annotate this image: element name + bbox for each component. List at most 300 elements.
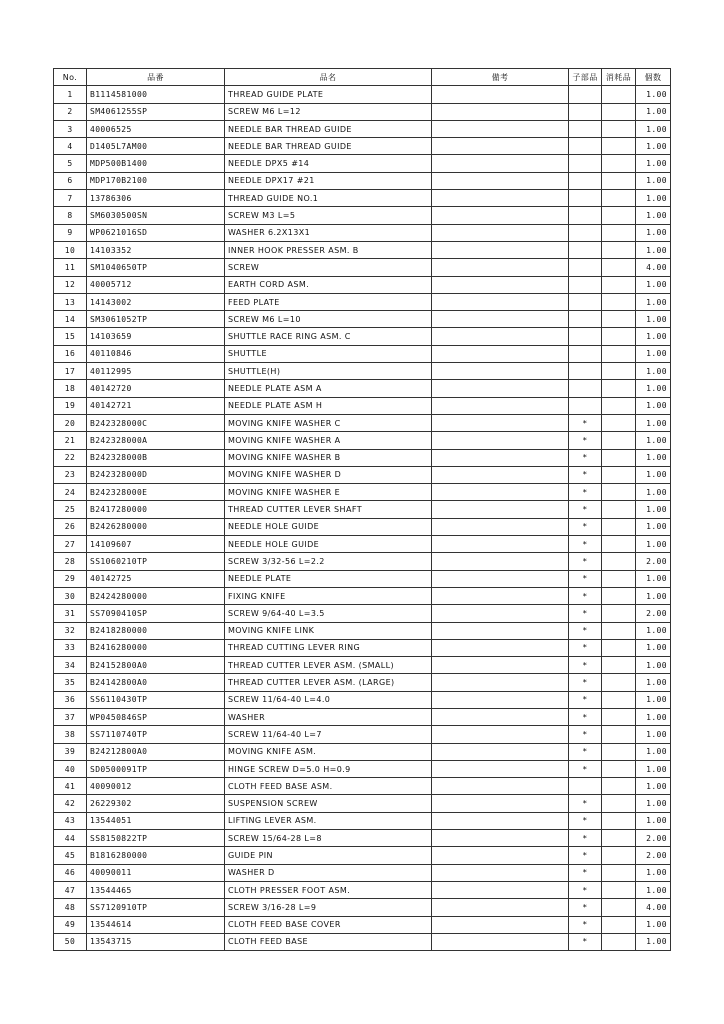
part-number: D1405L7AM00: [87, 138, 225, 155]
child-part-mark: *: [569, 639, 602, 656]
header-no: No.: [54, 69, 87, 86]
quantity: 1.00: [636, 276, 671, 293]
part-number: 40142721: [87, 397, 225, 414]
row-number: 25: [54, 501, 87, 518]
child-part-mark: *: [569, 536, 602, 553]
part-name: NEEDLE PLATE ASM A: [225, 380, 432, 397]
table-row: [54, 587, 671, 604]
consumable-mark: [602, 432, 636, 449]
part-name: NEEDLE PLATE ASM H: [225, 397, 432, 414]
quantity: 1.00: [636, 397, 671, 414]
part-name: MOVING KNIFE LINK: [225, 622, 432, 639]
remarks-cell: [432, 691, 569, 708]
remarks-cell: [432, 432, 569, 449]
table-row: [54, 466, 671, 483]
quantity: 1.00: [636, 224, 671, 241]
quantity: 1.00: [636, 518, 671, 535]
remarks-cell: [432, 397, 569, 414]
table-body: [54, 86, 671, 951]
remarks-cell: [432, 674, 569, 691]
part-number: B2417280000: [87, 501, 225, 518]
consumable-mark: [602, 760, 636, 777]
child-part-mark: *: [569, 795, 602, 812]
header-consumable: 消耗品: [602, 69, 636, 86]
part-number: 40006525: [87, 120, 225, 137]
quantity: 1.00: [636, 657, 671, 674]
part-name: WASHER 6.2X13X1: [225, 224, 432, 241]
part-number: 13544614: [87, 916, 225, 933]
part-number: SS7110740TP: [87, 726, 225, 743]
table-row: [54, 657, 671, 674]
part-name: SCREW 9/64-40 L=3.5: [225, 605, 432, 622]
part-number: SM4061255SP: [87, 103, 225, 120]
quantity: 1.00: [636, 432, 671, 449]
part-number: SS1060210TP: [87, 553, 225, 570]
consumable-mark: [602, 466, 636, 483]
remarks-cell: [432, 259, 569, 276]
remarks-cell: [432, 380, 569, 397]
part-name: MOVING KNIFE ASM.: [225, 743, 432, 760]
part-name: CLOTH FEED BASE COVER: [225, 916, 432, 933]
part-name: NEEDLE PLATE: [225, 570, 432, 587]
row-number: 23: [54, 466, 87, 483]
part-name: CLOTH FEED BASE: [225, 933, 432, 950]
table-row: [54, 311, 671, 328]
child-part-mark: *: [569, 726, 602, 743]
consumable-mark: [602, 674, 636, 691]
table-row: [54, 155, 671, 172]
part-name: THREAD CUTTING LEVER RING: [225, 639, 432, 656]
part-name: LIFTING LEVER ASM.: [225, 812, 432, 829]
row-number: 16: [54, 345, 87, 362]
remarks-cell: [432, 587, 569, 604]
part-number: 14109607: [87, 536, 225, 553]
child-part-mark: *: [569, 933, 602, 950]
consumable-mark: [602, 899, 636, 916]
consumable-mark: [602, 881, 636, 898]
row-number: 19: [54, 397, 87, 414]
remarks-cell: [432, 622, 569, 639]
quantity: 1.00: [636, 587, 671, 604]
remarks-cell: [432, 916, 569, 933]
consumable-mark: [602, 864, 636, 881]
child-part-mark: *: [569, 570, 602, 587]
row-number: 2: [54, 103, 87, 120]
row-number: 5: [54, 155, 87, 172]
consumable-mark: [602, 380, 636, 397]
table-row: [54, 276, 671, 293]
part-name: CLOTH FEED BASE ASM.: [225, 778, 432, 795]
part-number: B242328000B: [87, 449, 225, 466]
row-number: 13: [54, 293, 87, 310]
row-number: 3: [54, 120, 87, 137]
row-number: 47: [54, 881, 87, 898]
part-name: SHUTTLE: [225, 345, 432, 362]
child-part-mark: *: [569, 553, 602, 570]
consumable-mark: [602, 570, 636, 587]
part-name: INNER HOOK PRESSER ASM. B: [225, 241, 432, 258]
part-number: 40112995: [87, 363, 225, 380]
row-number: 18: [54, 380, 87, 397]
consumable-mark: [602, 691, 636, 708]
consumable-mark: [602, 120, 636, 137]
child-part-mark: [569, 86, 602, 103]
part-number: B2418280000: [87, 622, 225, 639]
quantity: 1.00: [636, 328, 671, 345]
quantity: 2.00: [636, 605, 671, 622]
consumable-mark: [602, 622, 636, 639]
header-remarks: 備考: [432, 69, 569, 86]
table-row: [54, 397, 671, 414]
row-number: 26: [54, 518, 87, 535]
table-row: [54, 207, 671, 224]
table-row: [54, 760, 671, 777]
child-part-mark: [569, 103, 602, 120]
quantity: 1.00: [636, 380, 671, 397]
table-row: [54, 691, 671, 708]
table-row: [54, 570, 671, 587]
part-number: SM3061052TP: [87, 311, 225, 328]
part-name: HINGE SCREW D=5.0 H=0.9: [225, 760, 432, 777]
row-number: 22: [54, 449, 87, 466]
consumable-mark: [602, 518, 636, 535]
part-name: SCREW M3 L=5: [225, 207, 432, 224]
quantity: 1.00: [636, 933, 671, 950]
table-row: [54, 224, 671, 241]
table-row: [54, 138, 671, 155]
remarks-cell: [432, 414, 569, 431]
row-number: 9: [54, 224, 87, 241]
part-number: B24142800A0: [87, 674, 225, 691]
child-part-mark: [569, 207, 602, 224]
child-part-mark: [569, 397, 602, 414]
quantity: 1.00: [636, 172, 671, 189]
part-name: SUSPENSION SCREW: [225, 795, 432, 812]
child-part-mark: [569, 259, 602, 276]
part-name: WASHER D: [225, 864, 432, 881]
consumable-mark: [602, 103, 636, 120]
consumable-mark: [602, 605, 636, 622]
table-row: [54, 432, 671, 449]
consumable-mark: [602, 345, 636, 362]
part-name: THREAD CUTTER LEVER ASM. (LARGE): [225, 674, 432, 691]
header-name: 品名: [225, 69, 432, 86]
child-part-mark: *: [569, 743, 602, 760]
part-number: 14103659: [87, 328, 225, 345]
table-row: [54, 536, 671, 553]
part-number: B242328000E: [87, 484, 225, 501]
quantity: 1.00: [636, 293, 671, 310]
consumable-mark: [602, 190, 636, 207]
consumable-mark: [602, 795, 636, 812]
row-number: 28: [54, 553, 87, 570]
child-part-mark: *: [569, 414, 602, 431]
remarks-cell: [432, 605, 569, 622]
part-number: WP0450846SP: [87, 708, 225, 725]
child-part-mark: [569, 276, 602, 293]
remarks-cell: [432, 536, 569, 553]
part-name: THREAD GUIDE NO.1: [225, 190, 432, 207]
child-part-mark: *: [569, 899, 602, 916]
remarks-cell: [432, 207, 569, 224]
child-part-mark: *: [569, 674, 602, 691]
part-number: 40142720: [87, 380, 225, 397]
row-number: 44: [54, 830, 87, 847]
part-number: MDP500B1400: [87, 155, 225, 172]
part-name: SCREW M6 L=10: [225, 311, 432, 328]
child-part-mark: [569, 345, 602, 362]
child-part-mark: [569, 293, 602, 310]
row-number: 32: [54, 622, 87, 639]
part-name: SHUTTLE(H): [225, 363, 432, 380]
row-number: 39: [54, 743, 87, 760]
remarks-cell: [432, 933, 569, 950]
table-row: [54, 605, 671, 622]
table-row: [54, 778, 671, 795]
row-number: 36: [54, 691, 87, 708]
table-row: [54, 708, 671, 725]
table-row: [54, 812, 671, 829]
part-number: MDP170B2100: [87, 172, 225, 189]
table-row: [54, 86, 671, 103]
consumable-mark: [602, 933, 636, 950]
quantity: 2.00: [636, 847, 671, 864]
table-row: [54, 172, 671, 189]
part-name: MOVING KNIFE WASHER D: [225, 466, 432, 483]
child-part-mark: *: [569, 830, 602, 847]
quantity: 1.00: [636, 345, 671, 362]
child-part-mark: [569, 363, 602, 380]
part-name: MOVING KNIFE WASHER B: [225, 449, 432, 466]
part-name: SCREW 11/64-40 L=4.0: [225, 691, 432, 708]
table-row: [54, 622, 671, 639]
remarks-cell: [432, 830, 569, 847]
part-number: B24212800A0: [87, 743, 225, 760]
row-number: 29: [54, 570, 87, 587]
table-row: [54, 518, 671, 535]
consumable-mark: [602, 587, 636, 604]
remarks-cell: [432, 86, 569, 103]
remarks-cell: [432, 570, 569, 587]
table-row: [54, 449, 671, 466]
consumable-mark: [602, 743, 636, 760]
consumable-mark: [602, 397, 636, 414]
table-row: [54, 345, 671, 362]
quantity: 1.00: [636, 726, 671, 743]
table-row: [54, 380, 671, 397]
table-row: [54, 190, 671, 207]
child-part-mark: *: [569, 812, 602, 829]
quantity: 1.00: [636, 691, 671, 708]
part-number: 26229302: [87, 795, 225, 812]
part-name: FEED PLATE: [225, 293, 432, 310]
part-name: MOVING KNIFE WASHER A: [225, 432, 432, 449]
remarks-cell: [432, 224, 569, 241]
quantity: 1.00: [636, 536, 671, 553]
part-name: THREAD GUIDE PLATE: [225, 86, 432, 103]
part-number: 40090011: [87, 864, 225, 881]
quantity: 1.00: [636, 311, 671, 328]
remarks-cell: [432, 328, 569, 345]
quantity: 1.00: [636, 466, 671, 483]
part-name: THREAD CUTTER LEVER SHAFT: [225, 501, 432, 518]
consumable-mark: [602, 328, 636, 345]
quantity: 1.00: [636, 120, 671, 137]
quantity: 1.00: [636, 795, 671, 812]
part-number: 40142725: [87, 570, 225, 587]
row-number: 41: [54, 778, 87, 795]
table-row: [54, 726, 671, 743]
table-row: [54, 830, 671, 847]
part-number: SM6030500SN: [87, 207, 225, 224]
quantity: 4.00: [636, 259, 671, 276]
part-number: SM1040650TP: [87, 259, 225, 276]
consumable-mark: [602, 293, 636, 310]
child-part-mark: *: [569, 466, 602, 483]
part-name: SCREW 11/64-40 L=7: [225, 726, 432, 743]
part-number: SS6110430TP: [87, 691, 225, 708]
consumable-mark: [602, 276, 636, 293]
header-quantity: 個数: [636, 69, 671, 86]
table-row: [54, 414, 671, 431]
part-name: NEEDLE HOLE GUIDE: [225, 536, 432, 553]
child-part-mark: *: [569, 449, 602, 466]
part-name: FIXING KNIFE: [225, 587, 432, 604]
part-number: 13543715: [87, 933, 225, 950]
quantity: 1.00: [636, 674, 671, 691]
table-row: [54, 103, 671, 120]
row-number: 1: [54, 86, 87, 103]
row-number: 49: [54, 916, 87, 933]
part-number: SS7090410SP: [87, 605, 225, 622]
consumable-mark: [602, 726, 636, 743]
part-number: 13786306: [87, 190, 225, 207]
quantity: 1.00: [636, 363, 671, 380]
quantity: 1.00: [636, 778, 671, 795]
consumable-mark: [602, 553, 636, 570]
table-row: [54, 864, 671, 881]
row-number: 38: [54, 726, 87, 743]
part-name: NEEDLE BAR THREAD GUIDE: [225, 138, 432, 155]
part-number: 14103352: [87, 241, 225, 258]
part-name: SCREW M6 L=12: [225, 103, 432, 120]
part-number: 14143002: [87, 293, 225, 310]
part-name: GUIDE PIN: [225, 847, 432, 864]
row-number: 45: [54, 847, 87, 864]
part-name: CLOTH PRESSER FOOT ASM.: [225, 881, 432, 898]
part-number: B2426280000: [87, 518, 225, 535]
part-name: MOVING KNIFE WASHER C: [225, 414, 432, 431]
table-row: [54, 639, 671, 656]
quantity: 1.00: [636, 449, 671, 466]
child-part-mark: *: [569, 864, 602, 881]
row-number: 33: [54, 639, 87, 656]
child-part-mark: *: [569, 587, 602, 604]
remarks-cell: [432, 639, 569, 656]
child-part-mark: *: [569, 760, 602, 777]
quantity: 1.00: [636, 103, 671, 120]
part-number: B242328000D: [87, 466, 225, 483]
quantity: 1.00: [636, 241, 671, 258]
quantity: 1.00: [636, 881, 671, 898]
remarks-cell: [432, 778, 569, 795]
child-part-mark: [569, 380, 602, 397]
remarks-cell: [432, 864, 569, 881]
child-part-mark: *: [569, 916, 602, 933]
child-part-mark: *: [569, 622, 602, 639]
remarks-cell: [432, 501, 569, 518]
part-number: SS7120910TP: [87, 899, 225, 916]
remarks-cell: [432, 172, 569, 189]
child-part-mark: *: [569, 881, 602, 898]
part-name: NEEDLE HOLE GUIDE: [225, 518, 432, 535]
consumable-mark: [602, 812, 636, 829]
consumable-mark: [602, 259, 636, 276]
remarks-cell: [432, 726, 569, 743]
quantity: 1.00: [636, 708, 671, 725]
remarks-cell: [432, 847, 569, 864]
remarks-cell: [432, 276, 569, 293]
row-number: 14: [54, 311, 87, 328]
row-number: 43: [54, 812, 87, 829]
row-number: 30: [54, 587, 87, 604]
child-part-mark: [569, 138, 602, 155]
child-part-mark: [569, 172, 602, 189]
remarks-cell: [432, 155, 569, 172]
remarks-cell: [432, 311, 569, 328]
remarks-cell: [432, 881, 569, 898]
row-number: 11: [54, 259, 87, 276]
consumable-mark: [602, 138, 636, 155]
consumable-mark: [602, 501, 636, 518]
row-number: 34: [54, 657, 87, 674]
part-name: SCREW 3/32-56 L=2.2: [225, 553, 432, 570]
child-part-mark: [569, 328, 602, 345]
quantity: 1.00: [636, 414, 671, 431]
part-number: B1816280000: [87, 847, 225, 864]
quantity: 1.00: [636, 864, 671, 881]
remarks-cell: [432, 449, 569, 466]
remarks-cell: [432, 120, 569, 137]
table-row: [54, 501, 671, 518]
table-row: [54, 120, 671, 137]
consumable-mark: [602, 778, 636, 795]
part-number: SD0500091TP: [87, 760, 225, 777]
child-part-mark: *: [569, 691, 602, 708]
consumable-mark: [602, 172, 636, 189]
child-part-mark: [569, 155, 602, 172]
remarks-cell: [432, 484, 569, 501]
consumable-mark: [602, 86, 636, 103]
part-name: SHUTTLE RACE RING ASM. C: [225, 328, 432, 345]
child-part-mark: [569, 190, 602, 207]
quantity: 1.00: [636, 484, 671, 501]
remarks-cell: [432, 795, 569, 812]
remarks-cell: [432, 138, 569, 155]
part-name: NEEDLE BAR THREAD GUIDE: [225, 120, 432, 137]
part-number: SS8150822TP: [87, 830, 225, 847]
child-part-mark: *: [569, 708, 602, 725]
consumable-mark: [602, 916, 636, 933]
parts-table: [53, 68, 671, 951]
remarks-cell: [432, 103, 569, 120]
table-row: [54, 795, 671, 812]
quantity: 2.00: [636, 553, 671, 570]
consumable-mark: [602, 847, 636, 864]
consumable-mark: [602, 241, 636, 258]
part-number: 40110846: [87, 345, 225, 362]
header-row: [54, 69, 671, 86]
